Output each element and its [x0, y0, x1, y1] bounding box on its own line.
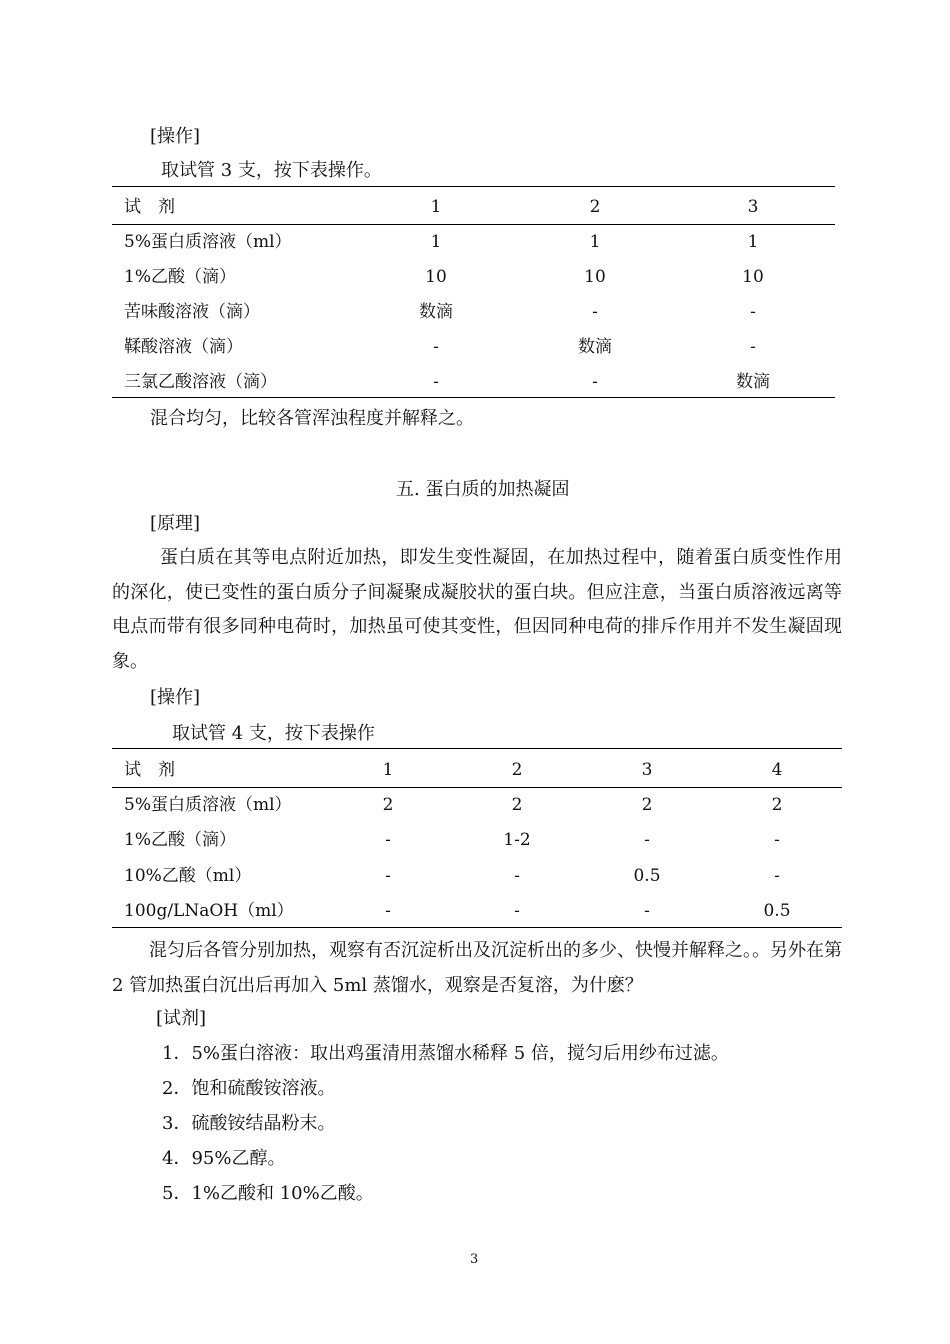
- row-value: 0.5: [633, 866, 661, 886]
- principle-paragraph: 蛋白质在其等电点附近加热，即发生变性凝固，在加热过程中，随着蛋白质变性作用的深化，使已变性的蛋白质分子间凝聚成凝胶状的蛋白块。但应注意，当蛋白质溶液远离等电点而带有很多同种电荷时，加热虽可使其变性，但因同种电荷的排斥作用并不发生凝固现象。: [112, 547, 842, 672]
- table-header-rule: [112, 787, 842, 788]
- row-label: 鞣酸溶液（滴）: [124, 337, 243, 357]
- table-intro: 取试管 3 支，按下表操作。: [161, 160, 382, 181]
- row-value: -: [644, 901, 650, 921]
- row-value: 2: [771, 795, 783, 815]
- row-value: -: [433, 372, 439, 392]
- list-item: 5．1%乙酸和 10%乙酸。: [162, 1183, 374, 1204]
- row-value: -: [750, 302, 756, 322]
- row-value: 2: [382, 795, 394, 815]
- row-value: -: [385, 830, 391, 850]
- row-value: 2: [511, 795, 523, 815]
- section-title: 五. 蛋白质的加热凝固: [396, 479, 570, 500]
- operation-heading-2: [操作]: [150, 687, 201, 708]
- row-value: -: [514, 901, 520, 921]
- row-value: 1: [430, 232, 442, 252]
- header-tube-2: 2: [589, 197, 601, 217]
- conclusion-text: 混合均匀，比较各管浑浊程度并解释之。: [150, 408, 474, 429]
- row-value: -: [592, 372, 598, 392]
- header-reagent: 试 剂: [124, 760, 175, 780]
- row-label: 10%乙酸（ml）: [124, 866, 252, 886]
- row-value: 10: [584, 267, 606, 287]
- row-value: 0.5: [763, 901, 791, 921]
- row-value: -: [433, 337, 439, 357]
- row-value: 10: [425, 267, 447, 287]
- row-value: 2: [641, 795, 653, 815]
- row-value: 数滴: [736, 372, 770, 392]
- observation-paragraph: 混匀后各管分别加热，观察有否沉淀析出及沉淀析出的多少、快慢并解释之。。另外在第 2 管加热蛋白沉出后再加入 5ml 蒸馏水，观察是否复溶，为什麽？: [112, 940, 842, 996]
- row-value: -: [750, 337, 756, 357]
- table-top-rule: [112, 186, 835, 187]
- row-label: 1%乙酸（滴）: [124, 830, 236, 850]
- header-tube-1: 1: [382, 760, 394, 780]
- row-value: 10: [742, 267, 764, 287]
- row-value: -: [774, 866, 780, 886]
- list-item: 2．饱和硫酸铵溶液。: [162, 1078, 336, 1099]
- header-tube-2: 2: [511, 760, 523, 780]
- row-value: 1: [747, 232, 759, 252]
- row-value: -: [774, 830, 780, 850]
- table-top-rule: [112, 748, 842, 749]
- list-item: 3．硫酸铵结晶粉末。: [162, 1113, 336, 1134]
- operation-heading: [操作]: [150, 126, 201, 147]
- header-tube-3: 3: [641, 760, 653, 780]
- row-value: 数滴: [419, 302, 453, 322]
- row-label: 1%乙酸（滴）: [124, 267, 236, 287]
- list-item: 1．5%蛋白溶液：取出鸡蛋清用蒸馏水稀释 5 倍，搅匀后用纱布过滤。: [162, 1043, 729, 1064]
- header-tube-1: 1: [430, 197, 442, 217]
- row-value: -: [644, 830, 650, 850]
- row-value: -: [385, 866, 391, 886]
- header-tube-4: 4: [771, 760, 783, 780]
- reagents-heading: [试剂]: [156, 1008, 207, 1029]
- row-label: 100g/LNaOH（ml）: [124, 901, 294, 921]
- row-value: -: [592, 302, 598, 322]
- row-label: 5%蛋白质溶液（ml）: [124, 795, 292, 815]
- principle-heading: [原理]: [150, 513, 201, 534]
- row-value: -: [385, 901, 391, 921]
- table-header-rule: [112, 224, 835, 225]
- header-reagent: 试 剂: [124, 197, 175, 217]
- row-value: 1: [589, 232, 601, 252]
- row-value: 数滴: [578, 337, 612, 357]
- row-label: 苦味酸溶液（滴）: [124, 302, 260, 322]
- list-item: 4．95%乙醇。: [162, 1148, 286, 1169]
- page-number: 3: [470, 1252, 479, 1267]
- row-value: 1-2: [503, 830, 531, 850]
- header-tube-3: 3: [747, 197, 759, 217]
- row-value: -: [514, 866, 520, 886]
- table-intro-2: 取试管 4 支，按下表操作: [172, 723, 375, 744]
- row-label: 5%蛋白质溶液（ml）: [124, 232, 292, 252]
- row-label: 三氯乙酸溶液（滴）: [124, 372, 277, 392]
- table-bottom-rule: [112, 927, 842, 928]
- table-bottom-rule: [112, 397, 835, 398]
